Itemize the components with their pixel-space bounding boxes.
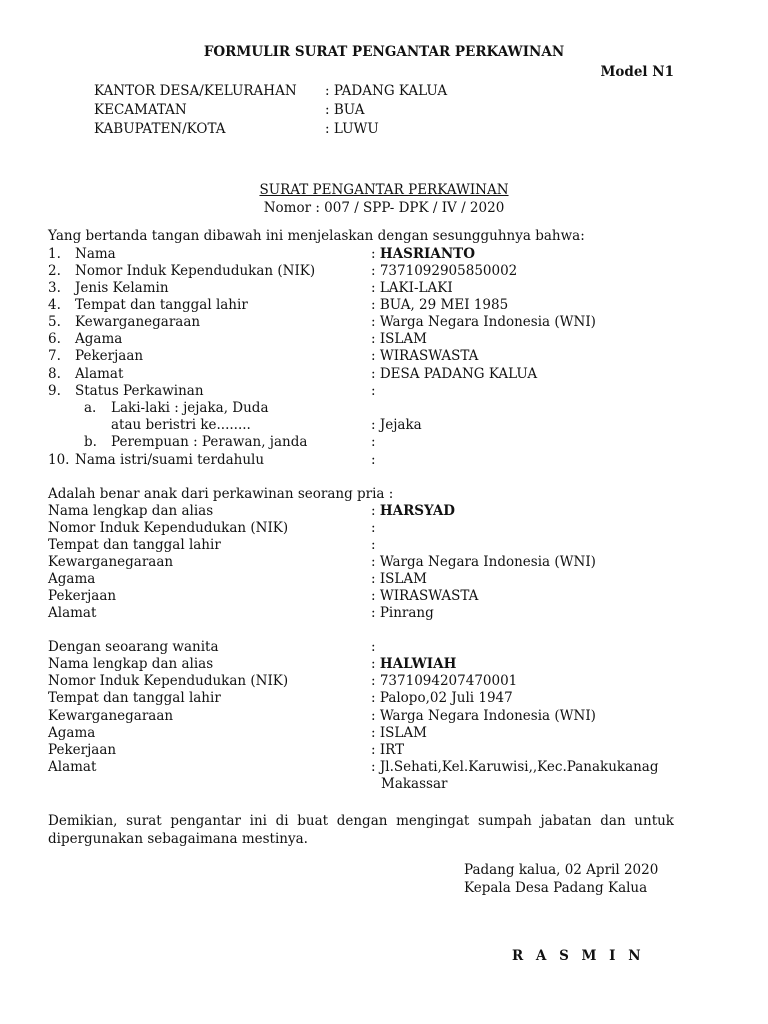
item-number: 7. — [48, 348, 61, 364]
item-value: : DESA PADANG KALUA — [371, 366, 538, 382]
sub-item-label: Laki-laki : jejaka, Duda — [111, 400, 269, 416]
father-label: Tempat dan tanggal lahir — [48, 537, 221, 553]
model-label: Model N1 — [600, 64, 674, 80]
item-label: Nama istri/suami terdahulu — [75, 452, 265, 468]
father-value: : — [371, 537, 376, 553]
letter-number: Nomor : 007 / SPP- DPK / IV / 2020 — [263, 200, 505, 216]
mother-value: : 7371094207470001 — [371, 673, 518, 689]
father-label: Alamat — [48, 605, 97, 621]
item-number: 1. — [48, 246, 61, 262]
closing-paragraph: Demikian, surat pengantar ini di buat dengan mengingat sumpah jabatan dan untuk dipergunakan sebagaimana mestinya. — [48, 813, 674, 847]
signer-name: R A S M I N — [512, 948, 645, 964]
father-value: : Warga Negara Indonesia (WNI) — [371, 554, 596, 570]
sub-item-label-cont: atau beristri ke........ — [111, 417, 251, 433]
sub-item-label: Perempuan : Perawan, janda — [111, 434, 308, 450]
mother-label: Nomor Induk Kependudukan (NIK) — [48, 673, 289, 689]
mother-value: : Jl.Sehati,Kel.Karuwisi,,Kec.Panakukanag — [371, 759, 659, 775]
item-number: 2. — [48, 263, 61, 279]
item-number: 3. — [48, 280, 61, 296]
mother-value: : IRT — [371, 742, 405, 758]
mother-label: Alamat — [48, 759, 97, 775]
item-label: Jenis Kelamin — [75, 280, 169, 296]
item-label: Nomor Induk Kependudukan (NIK) — [75, 263, 316, 279]
father-value: : — [371, 520, 376, 536]
header-value-kantor: : PADANG KALUA — [325, 83, 448, 99]
item-label: Pekerjaan — [75, 348, 144, 364]
intro-text: Yang bertanda tangan dibawah ini menjelaskan dengan sesungguhnya bahwa: — [48, 228, 585, 244]
mother-label: Pekerjaan — [48, 742, 117, 758]
item-label: Kewarganegaraan — [75, 314, 201, 330]
mother-value — [371, 656, 456, 673]
father-label: Nama lengkap dan alias — [48, 503, 214, 519]
father-value — [371, 503, 455, 520]
value-colon: : — [371, 503, 380, 519]
father-value: : WIRASWASTA — [371, 588, 479, 604]
item-value: : WIRASWASTA — [371, 348, 479, 364]
item-value: : LAKI-LAKI — [371, 280, 453, 296]
mother-name: HALWIAH — [379, 656, 457, 672]
item-value: : 7371092905850002 — [371, 263, 518, 279]
sub-item-letter: a. — [84, 400, 97, 416]
mother-label: Agama — [48, 725, 96, 741]
item-number: 6. — [48, 331, 61, 347]
item-number: 8. — [48, 366, 61, 382]
item-value — [371, 246, 475, 263]
item-value: : BUA, 29 MEI 1985 — [371, 297, 509, 313]
father-name: HARSYAD — [379, 503, 455, 519]
father-label: Kewarganegaraan — [48, 554, 174, 570]
item-number: 4. — [48, 297, 61, 313]
place-date: Padang kalua, 02 April 2020 — [464, 862, 659, 878]
sub-item-letter: b. — [84, 434, 97, 450]
mother-intro: Dengan seoarang wanita — [48, 639, 219, 655]
mother-value: : ISLAM — [371, 725, 427, 741]
father-value: : Pinrang — [371, 605, 434, 621]
header-value-kabupaten: : LUWU — [325, 121, 379, 137]
header-label-kabupaten: KABUPATEN/KOTA — [94, 121, 226, 137]
item-label: Nama — [75, 246, 116, 262]
father-label: Pekerjaan — [48, 588, 117, 604]
father-label: Nomor Induk Kependudukan (NIK) — [48, 520, 289, 536]
item-value: : — [371, 383, 376, 399]
groom-name: HASRIANTO — [379, 246, 475, 262]
item-number: 9. — [48, 383, 61, 399]
item-label: Tempat dan tanggal lahir — [75, 297, 248, 313]
father-intro: Adalah benar anak dari perkawinan seorang pria : — [48, 486, 394, 502]
sub-item-value: : — [371, 434, 376, 450]
item-number: 10. — [48, 452, 70, 468]
signer-title: Kepala Desa Padang Kalua — [464, 880, 648, 896]
form-title: FORMULIR SURAT PENGANTAR PERKAWINAN — [203, 44, 565, 60]
item-number: 5. — [48, 314, 61, 330]
header-value-kecamatan: : BUA — [325, 102, 365, 118]
mother-value: : Palopo,02 Juli 1947 — [371, 690, 513, 706]
mother-label: Kewarganegaraan — [48, 708, 174, 724]
item-label: Agama — [75, 331, 123, 347]
header-label-kantor: KANTOR DESA/KELURAHAN — [94, 83, 297, 99]
mother-value: : Warga Negara Indonesia (WNI) — [371, 708, 596, 724]
item-label: Alamat — [75, 366, 124, 382]
mother-address-cont: Makassar — [381, 776, 448, 792]
item-value: : Warga Negara Indonesia (WNI) — [371, 314, 596, 330]
sub-item-value: : Jejaka — [371, 417, 422, 433]
mother-label: Tempat dan tanggal lahir — [48, 690, 221, 706]
item-value: : ISLAM — [371, 331, 427, 347]
mother-label: Nama lengkap dan alias — [48, 656, 214, 672]
item-label: Status Perkawinan — [75, 383, 204, 399]
header-label-kecamatan: KECAMATAN — [94, 102, 187, 118]
father-label: Agama — [48, 571, 96, 587]
father-value: : ISLAM — [371, 571, 427, 587]
letter-title: SURAT PENGANTAR PERKAWINAN — [259, 182, 509, 198]
value-colon: : — [371, 656, 380, 672]
item-value: : — [371, 452, 376, 468]
mother-intro-value: : — [371, 639, 376, 655]
value-colon: : — [371, 246, 380, 262]
